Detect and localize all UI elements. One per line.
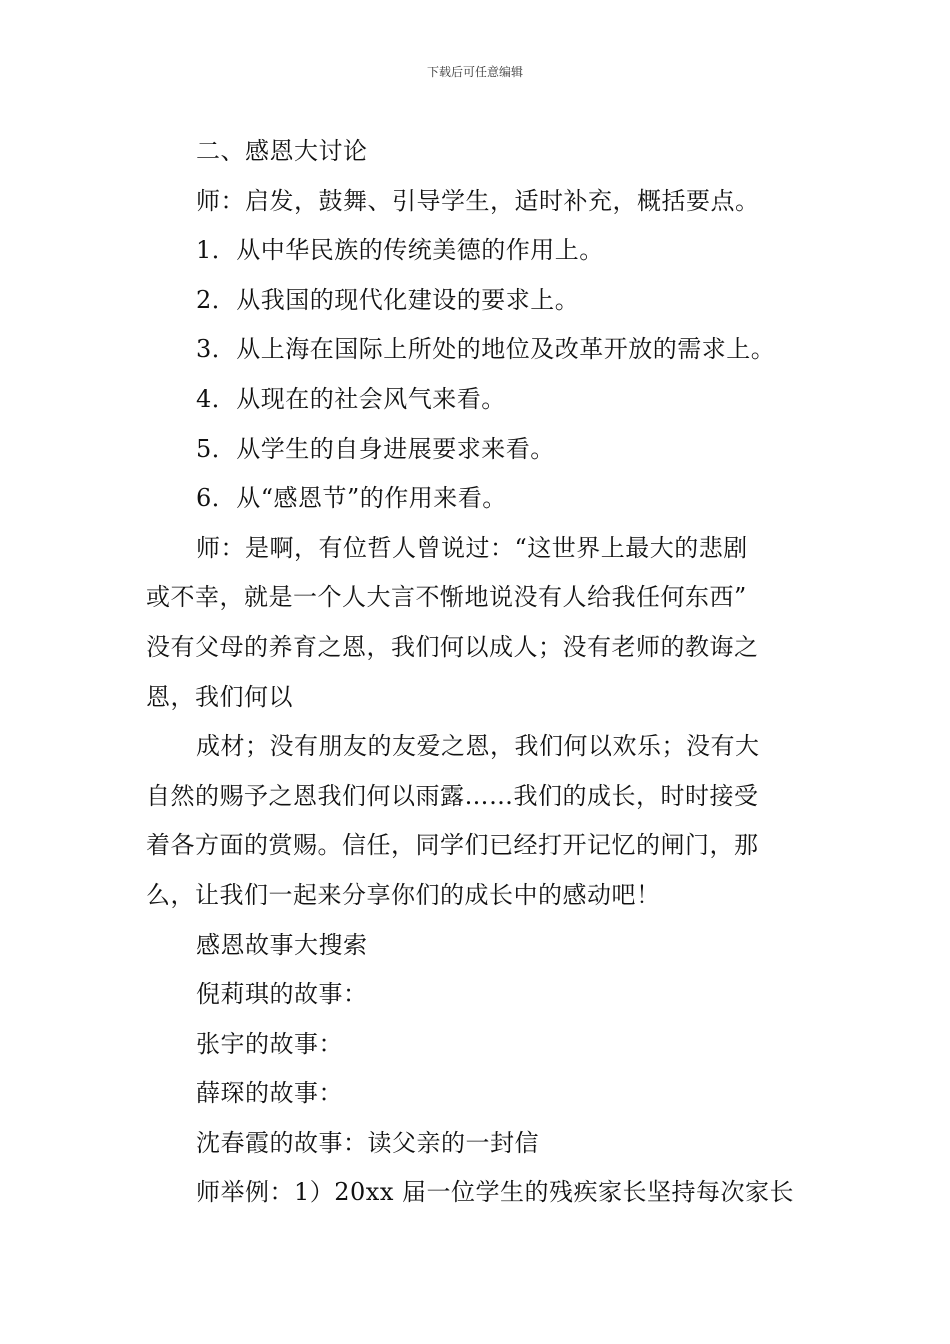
- paragraph-line: 恩，我们何以: [146, 682, 293, 711]
- paragraph-line: 师：是啊，有位哲人曾说过：“这世界上最大的悲剧: [196, 533, 748, 562]
- paragraph-line: 么，让我们一起来分享你们的成长中的感动吧！: [146, 880, 661, 909]
- paragraph-line: 师：启发，鼓舞、引导学生，适时补充，概括要点。: [196, 186, 760, 215]
- document-body: [146, 127, 811, 1218]
- paragraph-line: 没有父母的养育之恩，我们何以成人；没有老师的教诲之: [146, 632, 759, 661]
- paragraph-line: 或不幸，就是一个人大言不惭地说没有人给我任何东西”: [146, 583, 747, 612]
- list-item: 2．从我国的现代化建设的要求上。: [196, 285, 580, 314]
- section-heading: 二、感恩大讨论: [196, 137, 368, 165]
- list-item: 5．从学生的自身进展要求来看。: [196, 434, 555, 463]
- paragraph-line: 着各方面的赏赐。信任，同学们已经打开记忆的闸门，那: [146, 831, 759, 860]
- list-item: 1．从中华民族的传统美德的作用上。: [196, 236, 604, 265]
- paragraph-line: 师举例：1）20xx 届一位学生的残疾家长坚持每次家长: [196, 1178, 795, 1207]
- paragraph-line: 成材；没有朋友的友爱之恩，我们何以欢乐；没有大: [196, 732, 760, 761]
- subheading: 感恩故事大搜索: [196, 930, 368, 959]
- story-item: 张宇的故事：: [196, 1029, 343, 1058]
- story-item: 倪莉琪的故事：: [196, 980, 368, 1009]
- list-item: 4．从现在的社会风气来看。: [196, 384, 506, 413]
- story-item: 薛琛的故事：: [196, 1079, 343, 1108]
- story-item: 沈春霞的故事：读父亲的一封信: [196, 1128, 539, 1157]
- paragraph-line: 自然的赐予之恩我们何以雨露……我们的成长，时时接受: [146, 781, 759, 810]
- list-item: 6．从“感恩节”的作用来看。: [196, 484, 507, 513]
- page-header: 下载后可任意编辑: [426, 65, 523, 79]
- list-item: 3．从上海在国际上所处的地位及改革开放的需求上。: [196, 335, 776, 364]
